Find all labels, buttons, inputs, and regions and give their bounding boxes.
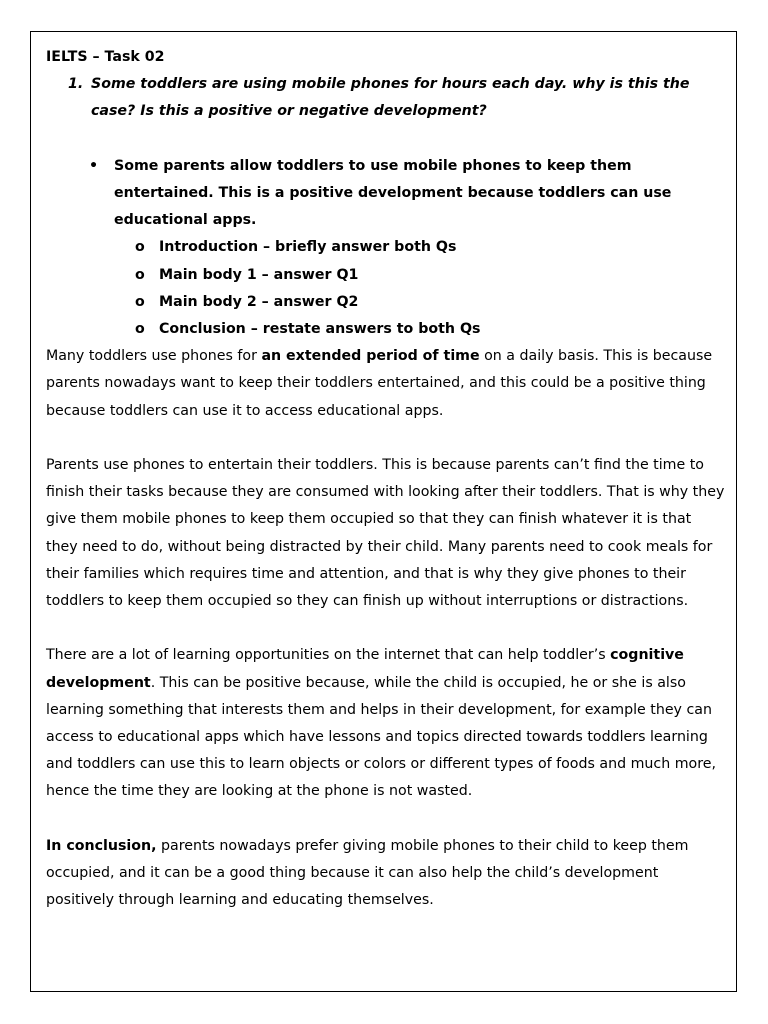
plan-sub-item-text: Introduction – briefly answer both Qs xyxy=(159,239,457,256)
intro-text-start: Many toddlers use phones for xyxy=(46,348,262,365)
document-page xyxy=(30,31,737,992)
plan-sub-item xyxy=(46,234,726,261)
intro-text-end: on a daily basis. This is because parents nowadays want to keep their toddlers entertained, and this could be a positive thing because toddlers can use it to access educational apps. xyxy=(46,348,713,419)
sub-bullet-marker: o xyxy=(135,266,145,283)
spacer xyxy=(46,615,726,642)
question-number: 1. xyxy=(68,76,84,93)
question-text: Some toddlers are using mobile phones for hours each day. why is this the case? Is this a positive or negative development? xyxy=(91,76,690,120)
plan-sub-item-text: Conclusion – restate answers to both Qs xyxy=(159,321,481,338)
essay-body-1: Parents use phones to entertain their toddlers. This is because parents can’t find the time to finish their tasks because they are consumed with looking after their toddlers. That is why they give them mobile phones to keep them occupied so that they can finish whatever it is that they need to do, without being distracted by their child. Many parents need to cook meals for their families which requires time and attention, and that is why they give phones to their toddlers to keep them occupied so they can finish up without interruptions or distractions. xyxy=(46,457,725,610)
conclusion-lead: In conclusion, xyxy=(46,837,157,854)
intro-emphasis: an extended period of time xyxy=(261,348,480,365)
body2-text-start: There are a lot of learning opportunities on the internet that can help toddler’s xyxy=(46,647,611,664)
essay-body-2 xyxy=(46,642,726,805)
plan-bullet xyxy=(46,153,726,235)
body2-emphasis: cognitive development xyxy=(46,647,684,691)
plan-sub-item xyxy=(46,316,726,343)
bullet-marker: • xyxy=(89,157,99,174)
plan-bullet-text: Some parents allow toddlers to use mobile phones to keep them entertained. This is a positive development because toddlers can use educational apps. xyxy=(114,157,672,229)
plan-sub-item xyxy=(46,289,726,316)
spacer xyxy=(46,126,726,153)
plan-sub-item-text: Main body 1 – answer Q1 xyxy=(159,266,359,283)
body2-text-end: . This can be positive because, while the child is occupied, he or she is also learning something that interests them and helps in their development, for example they can access to educational apps which have lessons and topics directed towards toddlers learning and toddlers can use this to learn objects or colors or different types of foods and much more, hence the time they are looking at the phone is not wasted. xyxy=(46,674,716,800)
conclusion-text: parents nowadays prefer giving mobile phones to their child to keep them occupied, and it can be a good thing because it can also help the child’s development positively through learning and educating themselves. xyxy=(46,837,689,909)
essay-introduction xyxy=(46,343,726,425)
plan-sub-item xyxy=(46,262,726,289)
spacer xyxy=(46,425,726,452)
spacer xyxy=(46,806,726,833)
sub-bullet-marker: o xyxy=(135,293,145,310)
document-title: IELTS – Task 02 xyxy=(46,49,165,65)
task-question xyxy=(46,71,726,125)
plan-sub-item-text: Main body 2 – answer Q2 xyxy=(159,293,359,310)
sub-bullet-marker: o xyxy=(135,321,145,338)
document-content xyxy=(46,44,726,914)
sub-bullet-marker: o xyxy=(135,239,145,256)
essay-conclusion xyxy=(46,833,726,915)
